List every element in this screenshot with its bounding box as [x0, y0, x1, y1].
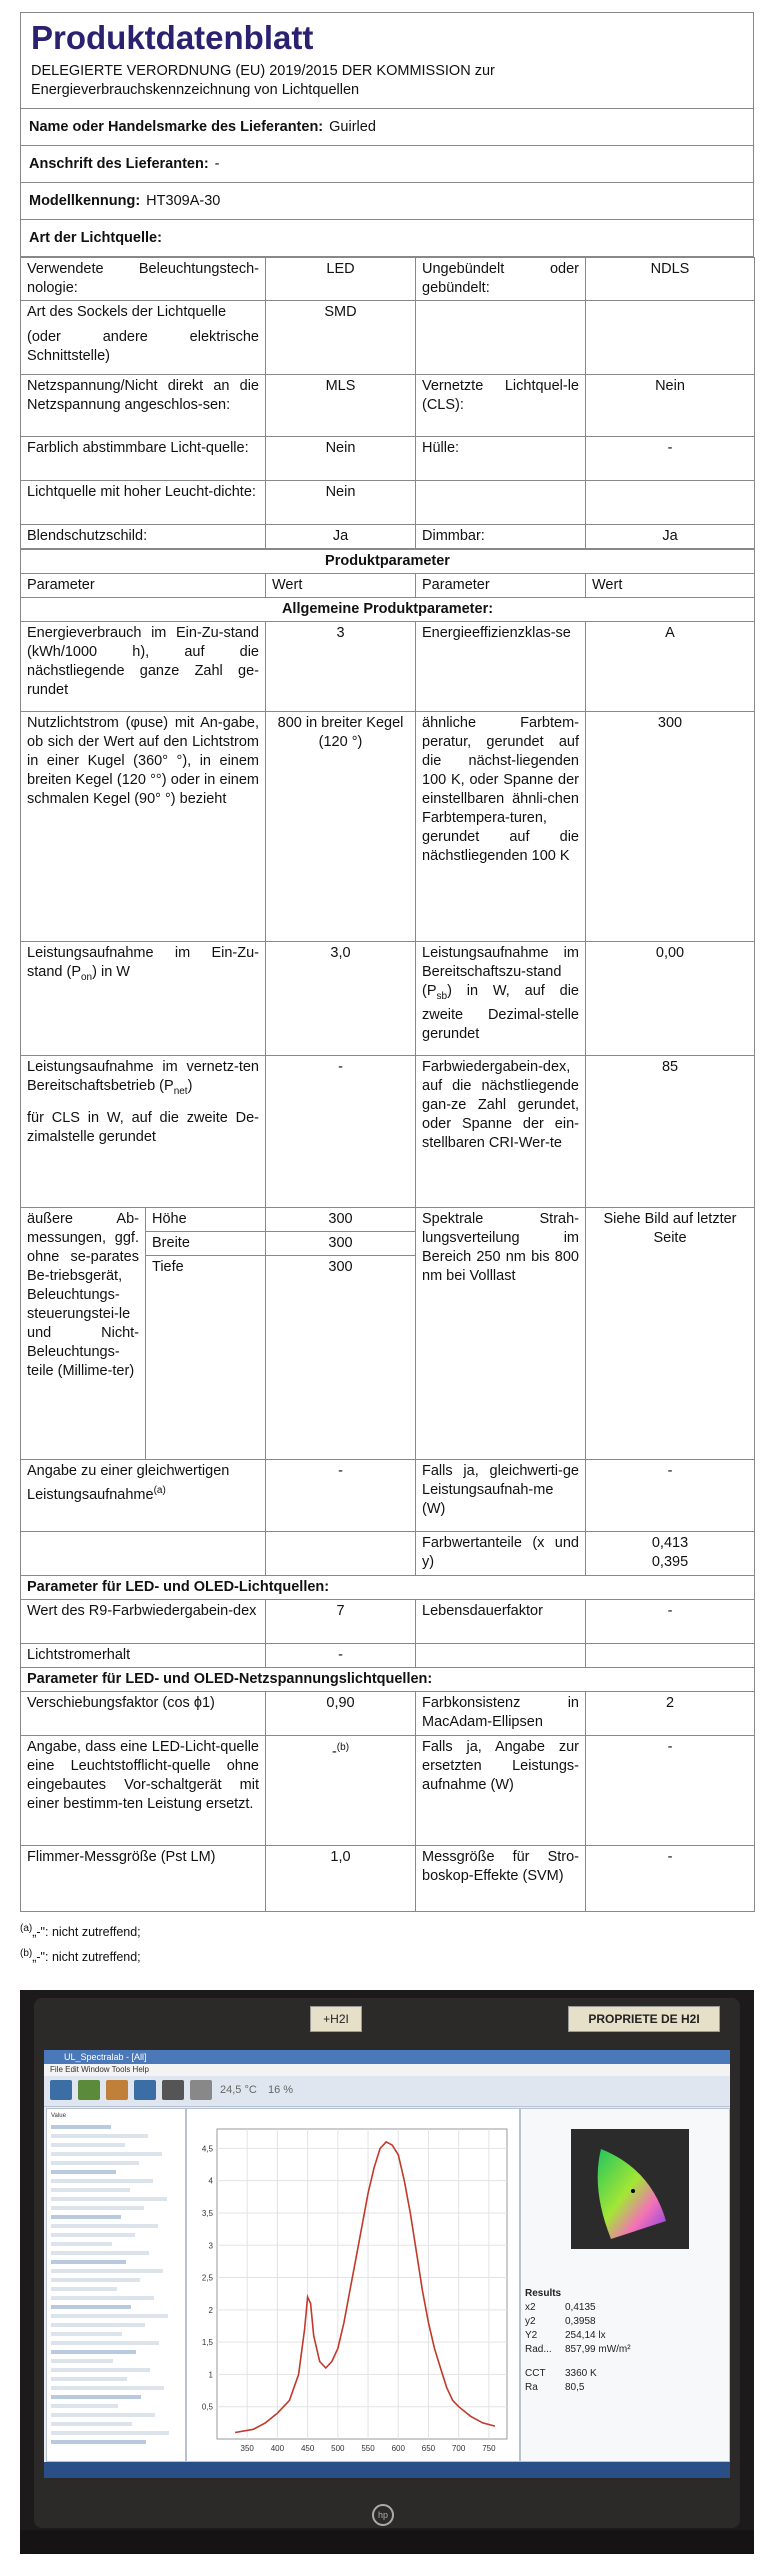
section-heading: Produktparameter	[21, 550, 755, 574]
tree-row[interactable]	[51, 2287, 117, 2291]
directional-value: NDLS	[586, 258, 755, 301]
spectrum-photo	[20, 1990, 754, 2554]
x-tick-label: 450	[300, 2444, 315, 2453]
title-block	[20, 12, 754, 109]
replaced-power-label: Falls ja, Angabe zur ersetzten Leistungs-aufnahme (W)	[416, 1735, 586, 1845]
asset-sticker: +H2I	[310, 2006, 362, 2032]
y-tick-label: 2,5	[201, 2273, 213, 2283]
flicker-value: 1,0	[266, 1845, 416, 1911]
flux-value: 800 in breiter Kegel (120 °)	[266, 712, 416, 942]
column-header: Wert	[266, 574, 416, 598]
supplier-address-value: -	[214, 156, 220, 172]
y-tick-label: 4	[208, 2176, 213, 2186]
cri-label: Farbwiedergabein-dex, auf die nächstliegende gan-ze Zahl gerundet, oder Spanne der ein-stellbaren CRI-Wer-te	[416, 1056, 586, 1208]
flicker-label: Flimmer-Messgröße (Pst LM)	[21, 1845, 266, 1911]
type-section-label: Art der Lichtquelle:	[29, 230, 162, 246]
tree-row[interactable]	[51, 2224, 158, 2228]
dimmable-value: Ja	[586, 525, 755, 549]
calibration-icon	[190, 2080, 212, 2100]
mains-value: MLS	[266, 375, 416, 437]
table-row	[21, 712, 755, 942]
table-row	[21, 1691, 755, 1735]
energy-label: Energieverbrauch im Ein-Zu-stand (kWh/1000 h), auf die nächstliegende ganze Zahl ge-rundet	[21, 622, 266, 712]
table-row	[21, 525, 755, 549]
luminance-label: Lichtquelle mit hoher Leucht-dichte:	[21, 481, 266, 525]
plot-area	[217, 2129, 507, 2439]
x-tick-label: 600	[391, 2444, 405, 2453]
y-tick-label: 1,5	[201, 2338, 213, 2348]
r9-label: Wert des R9-Farbwiedergabein-dex	[21, 1599, 266, 1643]
tree-row[interactable]	[51, 2431, 169, 2435]
width-value: 300	[266, 1232, 416, 1256]
y-tick-label: 3,5	[201, 2208, 213, 2218]
table-row	[21, 622, 755, 712]
y-tick-label: 3	[208, 2241, 213, 2251]
energy-class-label: Energieeffizienzklas-se	[416, 622, 586, 712]
model-row	[20, 183, 754, 220]
replacement-claim-label: Angabe, dass eine LED-Licht-quelle eine Leuchtstofflicht-quelle ohne eingebautes Vor-schaltgerät mit einer bestimm-ten Leistung ersetzt.	[21, 1735, 266, 1845]
toolbar	[44, 2076, 730, 2107]
luminance-value: Nein	[266, 481, 416, 525]
section-heading: Parameter für LED- und OLED-Netzspannungslichtquellen:	[21, 1667, 755, 1691]
cap-label-line: (oder andere elektrische Schnittstelle)	[27, 329, 259, 364]
power-standby-value: 0,00	[586, 942, 755, 1056]
result-row: Ra 80,5	[525, 2382, 585, 2393]
table-row	[21, 1599, 755, 1643]
x-tick-label: 350	[240, 2444, 254, 2453]
table-row	[21, 1643, 755, 1667]
shield-label: Blendschutzschild:	[21, 525, 266, 549]
parameter-table	[20, 549, 755, 1912]
survival-value: -	[586, 1599, 755, 1643]
spectrum-value: Siehe Bild auf letzter Seite	[586, 1208, 755, 1460]
lightsource-table	[20, 257, 755, 549]
measure-icon	[106, 2080, 128, 2100]
equivalent-label: Angabe zu einer gleichwertigen Leistungsaufnahme$^{(a)}$	[21, 1459, 266, 1531]
result-row: x2 0,4135	[525, 2302, 596, 2313]
maintenance-label: Lichtstromerhalt	[21, 1643, 266, 1667]
type-section-row	[20, 220, 754, 257]
results-list	[525, 2287, 723, 2395]
tree-row[interactable]	[51, 2143, 125, 2147]
tree-row[interactable]	[51, 2332, 122, 2336]
cct-label: ähnliche Farbtem-peratur, gerundet auf die nächst-liegenden 100 K, oder Spanne der einstellbaren ähnli-chen Farbtempera-turen, gerundet auf die nächstliegenden 100 K	[416, 712, 586, 942]
tree-row[interactable]	[51, 2134, 148, 2138]
continuous-icon	[134, 2080, 156, 2100]
tree-row[interactable]	[51, 2296, 154, 2300]
tree-row[interactable]	[51, 2260, 126, 2264]
power-on-label: Leistungsaufnahme im Ein-Zu-stand $(P_{on})$ in W	[21, 942, 266, 1056]
cls-label: Vernetzte Lichtquel-le (CLS):	[416, 375, 586, 437]
depth-label: Tiefe	[146, 1256, 266, 1280]
tree-row[interactable]	[51, 2323, 145, 2327]
ownership-sticker: PROPRIETE DE H2I	[568, 2006, 720, 2032]
taskbar	[44, 2462, 730, 2478]
tree-row[interactable]	[51, 2377, 127, 2381]
gamut-shape	[598, 2149, 666, 2239]
table-row	[21, 1667, 755, 1691]
power-network-label: Leistungsaufnahme im vernetz-ten Bereitschaftsbetrieb $(P_{net})$ für CLS in W, auf die zweite De-zimalstelle gerundet	[21, 1056, 266, 1208]
y-tick-label: 2	[208, 2305, 213, 2315]
tree-row[interactable]	[51, 2242, 112, 2246]
height-value: 300	[266, 1208, 416, 1232]
tree-row[interactable]	[51, 2152, 162, 2156]
table-row	[21, 258, 755, 301]
subtitle-line: DELEGIERTE VERORDNUNG (EU) 2019/2015 DER KOMMISSION zur	[31, 63, 495, 79]
dimensions-label: äußere Ab-messungen, ggf. ohne se-parates Be-triebsgerät, Beleuchtungs-steuerungstei-le und Nicht-Beleuchtungs-teile (Millime-ter)	[21, 1208, 146, 1460]
tree-row[interactable]	[51, 2404, 118, 2408]
section-heading: Parameter für LED- und OLED-Lichtquellen:	[21, 1575, 755, 1599]
column-header: Wert	[586, 574, 755, 598]
table-row	[21, 481, 755, 525]
tree-row[interactable]	[51, 2251, 149, 2255]
tree-row[interactable]	[51, 2395, 141, 2399]
settings-icon	[162, 2080, 184, 2100]
depth-value: 300	[266, 1256, 416, 1280]
macadam-label: Farbkonsistenz in MacAdam-Ellipsen	[416, 1691, 586, 1735]
maintenance-value: -	[266, 1643, 416, 1667]
tree-row[interactable]	[51, 2413, 155, 2417]
results-panel	[520, 2108, 730, 2462]
y-tick-label: 0,5	[201, 2402, 213, 2412]
cri-value: 85	[586, 1056, 755, 1208]
x-tick-label: 650	[421, 2444, 436, 2453]
cie-gamut	[571, 2129, 689, 2249]
supplier-name-row	[20, 109, 754, 146]
tree-row[interactable]	[51, 2278, 140, 2282]
tree-row[interactable]	[51, 2305, 131, 2309]
tree-row[interactable]	[51, 2170, 116, 2174]
tree-row[interactable]	[51, 2422, 132, 2426]
save-icon	[78, 2080, 100, 2100]
tree-row[interactable]	[51, 2350, 136, 2354]
equivalent-value: -	[266, 1459, 416, 1531]
tree-row[interactable]	[51, 2206, 144, 2210]
cap-label	[21, 301, 266, 375]
supplier-name-value: Guirled	[329, 119, 376, 135]
laptop-screen	[44, 2050, 730, 2478]
power-network-value: -	[266, 1056, 416, 1208]
tree-row[interactable]	[51, 2197, 167, 2201]
power-factor-value: 0,90	[266, 1691, 416, 1735]
page-title: Produktdatenblatt	[31, 19, 314, 56]
tree-row[interactable]	[51, 2188, 130, 2192]
results-heading: Results	[525, 2288, 562, 2299]
tree-row[interactable]	[51, 2359, 113, 2363]
cap-label-line: Art des Sockels der Lichtquelle	[27, 304, 227, 320]
table-row	[21, 1208, 755, 1232]
tree-row[interactable]	[51, 2440, 146, 2444]
table-row	[21, 550, 755, 574]
tree-row[interactable]	[51, 2368, 150, 2372]
model-value: HT309A-30	[146, 193, 221, 209]
table-row	[21, 574, 755, 598]
cct-value: 300	[586, 712, 755, 942]
y-tick-label: 4,5	[201, 2144, 213, 2154]
table-row	[21, 301, 755, 375]
macadam-value: 2	[586, 1691, 755, 1735]
tree-row[interactable]	[51, 2215, 121, 2219]
energy-value: 3	[266, 622, 416, 712]
x-tick-label: 550	[361, 2444, 375, 2453]
supplier-name-label: Name oder Handelsmarke des Lieferanten:	[29, 119, 324, 135]
menu-bar: File Edit Window Tools Help	[44, 2064, 730, 2076]
spectrum-plot-panel	[186, 2108, 520, 2462]
cie-diagram	[571, 2129, 689, 2249]
tree-header: Value	[51, 2113, 66, 2119]
window-title: UL_Spectralab - [All]	[44, 2050, 730, 2064]
result-row: Rad... 857,99 mW/m²	[525, 2344, 631, 2355]
supplier-address-row	[20, 146, 754, 183]
table-row	[21, 942, 755, 1056]
footnote-b: $^{(b)}$„-": nicht zutreffend;	[20, 1947, 141, 1964]
humidity-readout: 16 %	[268, 2084, 294, 2096]
r9-value: 7	[266, 1599, 416, 1643]
height-label: Höhe	[146, 1208, 266, 1232]
directional-label: Ungebündelt oder gebündelt:	[416, 258, 586, 301]
cap-value: SMD	[266, 301, 416, 375]
power-standby-label: Leistungsaufnahme im Bereitschaftszu-stand $(P_{sb})$ in W, auf die zweite Dezimal-stelle gerundet	[416, 942, 586, 1056]
footnote-a: $^{(a)}$„-": nicht zutreffend;	[20, 1922, 141, 1939]
tree-row[interactable]	[51, 2233, 135, 2237]
tree-row[interactable]	[51, 2314, 168, 2318]
tunable-label: Farblich abstimmbare Licht-quelle:	[21, 437, 266, 481]
measurement-tree-panel	[46, 2108, 186, 2462]
chromaticity-point	[631, 2189, 635, 2193]
footnotes	[20, 1918, 754, 1968]
hp-logo: hp	[372, 2504, 394, 2526]
tree-row[interactable]	[51, 2386, 164, 2390]
tech-label: Verwendete Beleuchtungstech-nologie:	[21, 258, 266, 301]
result-row: CCT 3360 K	[525, 2368, 597, 2379]
table-row	[21, 1575, 755, 1599]
flux-label: Nutzlichtstrom (φuse) mit An-gabe, ob sich der Wert auf den Lichtstrom in einer Kugel (360° °), in einem breiten Kegel (120 °°) oder in einem schmalen Kegel (90° °) bezieht	[21, 712, 266, 942]
column-header: Parameter	[416, 574, 586, 598]
power-factor-label: Verschiebungsfaktor (cos ϕ1)	[21, 1691, 266, 1735]
x-tick-label: 500	[331, 2444, 345, 2453]
energy-class-value: A	[586, 622, 755, 712]
x-tick-label: 750	[482, 2444, 496, 2453]
equivalent-power-value: -	[586, 1459, 755, 1531]
width-label: Breite	[146, 1232, 266, 1256]
survival-label: Lebensdauerfaktor	[416, 1599, 586, 1643]
replacement-claim-value: -$^{(b)}$	[266, 1735, 416, 1845]
section-heading: Allgemeine Produktparameter:	[21, 598, 755, 622]
model-label: Modellkennung:	[29, 193, 141, 209]
spectrum-label: Spektrale Strah-lungsverteilung im Bereich 250 nm bis 800 nm bei Volllast	[416, 1208, 586, 1460]
replaced-power-value: -	[586, 1735, 755, 1845]
result-row: y2 0,3958	[525, 2316, 596, 2327]
supplier-address-label: Anschrift des Lieferanten:	[29, 156, 209, 172]
temperature-readout: 24,5 °C	[220, 2084, 257, 2096]
stroboscopic-value: -	[586, 1845, 755, 1911]
mains-label: Netzspannung/Nicht direkt an die Netzspannung angeschlos-sen:	[21, 375, 266, 437]
envelope-label: Hülle:	[416, 437, 586, 481]
y-tick-label: 1	[208, 2370, 213, 2380]
table-row	[21, 598, 755, 622]
result-row: Y2 254,14 lx	[525, 2330, 606, 2341]
table-row	[21, 1735, 755, 1845]
equivalent-power-label: Falls ja, gleichwerti-ge Leistungsaufnah-me (W)	[416, 1459, 586, 1531]
subtitle-line: Energieverbrauchskennzeichnung von Lichtquellen	[31, 82, 360, 98]
tunable-value: Nein	[266, 437, 416, 481]
stroboscopic-label: Messgröße für Stro-boskop-Effekte (SVM)	[416, 1845, 586, 1911]
dimmable-label: Dimmbar:	[416, 525, 586, 549]
shield-value: Ja	[266, 525, 416, 549]
tree-row[interactable]	[51, 2341, 159, 2345]
table-row	[21, 1845, 755, 1911]
table-row	[21, 437, 755, 481]
spectrum-chart	[187, 2109, 519, 2461]
x-tick-label: 400	[270, 2444, 285, 2453]
tree-row[interactable]	[51, 2125, 111, 2129]
power-on-value: 3,0	[266, 942, 416, 1056]
envelope-value: -	[586, 437, 755, 481]
tech-value: LED	[266, 258, 416, 301]
x-tick-label: 700	[451, 2444, 466, 2453]
chromaticity-label: Farbwertanteile (x und y)	[416, 1531, 586, 1575]
table-row	[21, 375, 755, 437]
table-row	[21, 1531, 755, 1575]
chromaticity-value: 0,413 0,395	[586, 1531, 755, 1575]
keyboard-edge	[20, 2530, 754, 2554]
cls-value: Nein	[586, 375, 755, 437]
tree-row[interactable]	[51, 2179, 153, 2183]
open-icon	[50, 2080, 72, 2100]
datasheet	[20, 12, 754, 1968]
tree-row[interactable]	[51, 2269, 163, 2273]
table-row	[21, 1459, 755, 1531]
subtitle	[31, 62, 743, 100]
tree-row[interactable]	[51, 2161, 139, 2165]
column-header: Parameter	[21, 574, 266, 598]
table-row	[21, 1056, 755, 1208]
